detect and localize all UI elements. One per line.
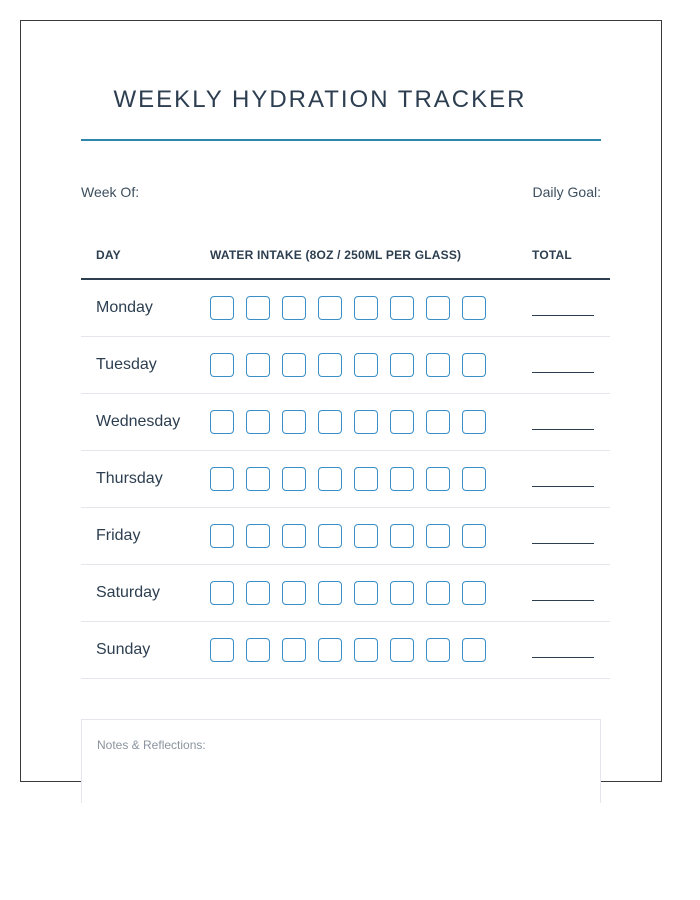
glass-checkbox[interactable] [318, 296, 342, 320]
table-row [81, 337, 610, 394]
glass-checkbox[interactable] [282, 296, 306, 320]
day-label: Monday [96, 299, 153, 316]
glass-checkbox[interactable] [282, 353, 306, 377]
glass-checkbox[interactable] [318, 410, 342, 434]
glass-checkbox[interactable] [282, 581, 306, 605]
glass-checkbox[interactable] [354, 524, 378, 548]
table-row [81, 508, 610, 565]
glass-checkbox[interactable] [462, 296, 486, 320]
glass-checkbox[interactable] [354, 638, 378, 662]
glass-checkbox[interactable] [354, 410, 378, 434]
glass-checkbox[interactable] [282, 638, 306, 662]
glass-checkbox[interactable] [246, 524, 270, 548]
day-label: Sunday [96, 641, 151, 658]
glass-checkbox[interactable] [318, 353, 342, 377]
glass-checkbox[interactable] [282, 524, 306, 548]
glass-checkbox[interactable] [426, 296, 450, 320]
glass-checkboxes [210, 296, 486, 322]
glass-checkbox[interactable] [390, 524, 414, 548]
glass-checkbox[interactable] [426, 410, 450, 434]
total-blank-line[interactable] [532, 657, 594, 658]
day-label: Thursday [96, 470, 163, 487]
page-title: WEEKLY HYDRATION TRACKER [113, 86, 527, 113]
total-blank-line[interactable] [532, 429, 594, 430]
glass-checkbox[interactable] [354, 353, 378, 377]
day-label: Tuesday [96, 356, 157, 373]
glass-checkbox[interactable] [390, 467, 414, 491]
daily-goal-label: Daily Goal: [532, 184, 601, 200]
glass-checkbox[interactable] [318, 581, 342, 605]
glass-checkbox[interactable] [354, 467, 378, 491]
table-row [81, 280, 610, 337]
glass-checkbox[interactable] [390, 638, 414, 662]
column-header-water-intake: WATER INTAKE (8OZ / 250ML PER GLASS) [210, 248, 462, 262]
table-header [81, 236, 610, 280]
glass-checkbox[interactable] [354, 581, 378, 605]
week-of-label: Week Of: [81, 184, 140, 200]
glass-checkbox[interactable] [462, 467, 486, 491]
day-label: Saturday [96, 584, 161, 601]
notes-label: Notes & Reflections: [97, 738, 206, 752]
glass-checkbox[interactable] [462, 524, 486, 548]
glass-checkboxes [210, 410, 486, 436]
glass-checkbox[interactable] [210, 296, 234, 320]
glass-checkbox[interactable] [390, 296, 414, 320]
glass-checkboxes [210, 638, 486, 664]
glass-checkbox[interactable] [462, 353, 486, 377]
glass-checkbox[interactable] [282, 410, 306, 434]
total-blank-line[interactable] [532, 486, 594, 487]
title-divider [81, 139, 601, 141]
glass-checkbox[interactable] [318, 467, 342, 491]
glass-checkbox[interactable] [390, 410, 414, 434]
glass-checkbox[interactable] [426, 581, 450, 605]
glass-checkbox[interactable] [210, 410, 234, 434]
table-row [81, 394, 610, 451]
glass-checkbox[interactable] [210, 353, 234, 377]
day-label: Friday [96, 527, 141, 544]
total-blank-line[interactable] [532, 543, 594, 544]
glass-checkbox[interactable] [426, 467, 450, 491]
glass-checkbox[interactable] [462, 638, 486, 662]
glass-checkbox[interactable] [246, 296, 270, 320]
glass-checkboxes [210, 353, 486, 379]
table-body [81, 280, 610, 679]
hydration-table [81, 236, 610, 679]
column-header-day: DAY [96, 248, 121, 262]
glass-checkbox[interactable] [426, 353, 450, 377]
glass-checkbox[interactable] [426, 524, 450, 548]
glass-checkbox[interactable] [390, 581, 414, 605]
total-blank-line[interactable] [532, 372, 594, 373]
total-blank-line[interactable] [532, 600, 594, 601]
table-row [81, 622, 610, 679]
glass-checkbox[interactable] [210, 524, 234, 548]
glass-checkbox[interactable] [210, 581, 234, 605]
total-blank-line[interactable] [532, 315, 594, 316]
table-row [81, 565, 610, 622]
glass-checkbox[interactable] [390, 353, 414, 377]
day-label: Wednesday [96, 413, 181, 430]
glass-checkbox[interactable] [282, 467, 306, 491]
glass-checkboxes [210, 524, 486, 550]
glass-checkbox[interactable] [318, 524, 342, 548]
glass-checkbox[interactable] [426, 638, 450, 662]
glass-checkbox[interactable] [246, 410, 270, 434]
glass-checkbox[interactable] [318, 638, 342, 662]
glass-checkbox[interactable] [246, 581, 270, 605]
glass-checkbox[interactable] [246, 638, 270, 662]
page-bottom-margin [0, 803, 700, 900]
glass-checkbox[interactable] [246, 353, 270, 377]
glass-checkbox[interactable] [246, 467, 270, 491]
column-header-total: TOTAL [532, 248, 572, 262]
glass-checkboxes [210, 581, 486, 607]
glass-checkbox[interactable] [462, 410, 486, 434]
glass-checkbox[interactable] [210, 638, 234, 662]
glass-checkbox[interactable] [354, 296, 378, 320]
glass-checkbox[interactable] [462, 581, 486, 605]
table-row [81, 451, 610, 508]
glass-checkboxes [210, 467, 486, 493]
glass-checkbox[interactable] [210, 467, 234, 491]
